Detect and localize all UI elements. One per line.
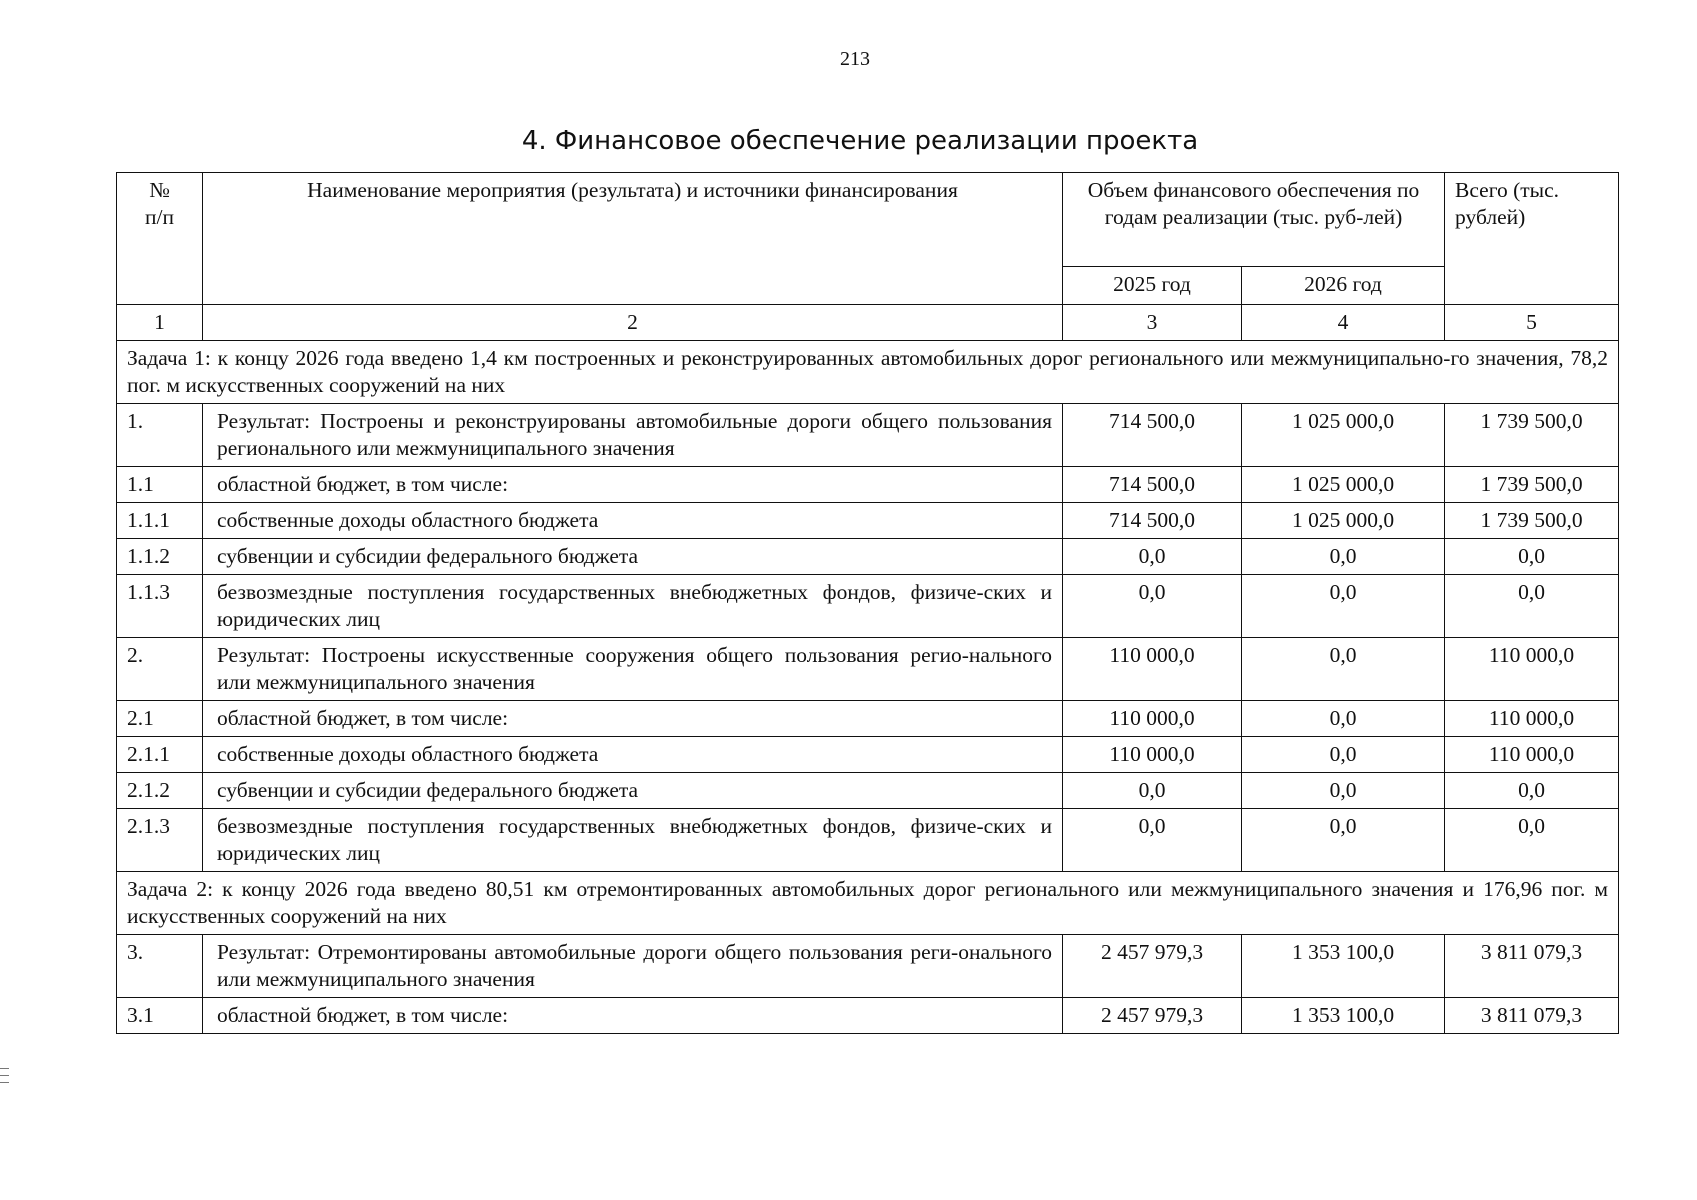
value-total: 110 000,0 xyxy=(1445,737,1619,773)
value-2026: 1 025 000,0 xyxy=(1242,404,1445,467)
value-total: 110 000,0 xyxy=(1445,701,1619,737)
value-total: 1 739 500,0 xyxy=(1445,503,1619,539)
table-row xyxy=(117,935,1619,998)
value-total: 1 739 500,0 xyxy=(1445,467,1619,503)
table-row xyxy=(117,809,1619,872)
header-num: № п/п xyxy=(117,173,203,305)
value-2026: 1 353 100,0 xyxy=(1242,998,1445,1034)
row-number: 3.1 xyxy=(117,998,203,1034)
row-name: областной бюджет, в том числе: xyxy=(203,998,1063,1034)
row-name: субвенции и субсидии федерального бюджета xyxy=(203,539,1063,575)
header-total: Всего (тыс. рублей) xyxy=(1445,173,1619,305)
row-number: 2. xyxy=(117,638,203,701)
value-2025: 2 457 979,3 xyxy=(1063,998,1242,1034)
table-row xyxy=(117,404,1619,467)
row-name: областной бюджет, в том числе: xyxy=(203,701,1063,737)
header-year-2025: 2025 год xyxy=(1063,267,1242,305)
row-number: 2.1 xyxy=(117,701,203,737)
value-2026: 0,0 xyxy=(1242,737,1445,773)
value-2025: 714 500,0 xyxy=(1063,404,1242,467)
row-name: безвозмездные поступления государственных внебюджетных фондов, физиче-ских и юридических лиц xyxy=(203,575,1063,638)
colnum-3: 3 xyxy=(1063,305,1242,341)
task-row xyxy=(117,341,1619,404)
row-number: 1.1 xyxy=(117,467,203,503)
value-2025: 0,0 xyxy=(1063,539,1242,575)
value-total: 3 811 079,3 xyxy=(1445,998,1619,1034)
value-total: 110 000,0 xyxy=(1445,638,1619,701)
table-row xyxy=(117,503,1619,539)
value-2025: 110 000,0 xyxy=(1063,737,1242,773)
header-name: Наименование мероприятия (результата) и источники финансирования xyxy=(203,173,1063,305)
value-2025: 2 457 979,3 xyxy=(1063,935,1242,998)
row-name: субвенции и субсидии федерального бюджета xyxy=(203,773,1063,809)
value-2025: 714 500,0 xyxy=(1063,467,1242,503)
table-row xyxy=(117,467,1619,503)
colnum-1: 1 xyxy=(117,305,203,341)
table-body xyxy=(117,341,1619,1034)
page-number: 213 xyxy=(840,48,870,70)
task-row xyxy=(117,872,1619,935)
row-number: 2.1.2 xyxy=(117,773,203,809)
row-name: Результат: Отремонтированы автомобильные дороги общего пользования реги-онального или межмуниципального значения xyxy=(203,935,1063,998)
value-2025: 0,0 xyxy=(1063,575,1242,638)
table-row xyxy=(117,638,1619,701)
task-text: Задача 1: к концу 2026 года введено 1,4 км построенных и реконструированных автомобильных дорог регионального или межмуниципально-го значения, 78,2 пог. м искусственных сооружений на них xyxy=(117,341,1619,404)
value-2026: 0,0 xyxy=(1242,575,1445,638)
table-row xyxy=(117,575,1619,638)
row-number: 1. xyxy=(117,404,203,467)
value-2025: 110 000,0 xyxy=(1063,701,1242,737)
financing-table xyxy=(116,172,1619,1034)
value-total: 3 811 079,3 xyxy=(1445,935,1619,998)
value-2026: 0,0 xyxy=(1242,539,1445,575)
value-2026: 1 353 100,0 xyxy=(1242,935,1445,998)
row-name: безвозмездные поступления государственных внебюджетных фондов, физиче-ских и юридических лиц xyxy=(203,809,1063,872)
value-2025: 0,0 xyxy=(1063,773,1242,809)
table-row xyxy=(117,701,1619,737)
table-header xyxy=(117,173,1619,341)
table-row xyxy=(117,539,1619,575)
value-2026: 1 025 000,0 xyxy=(1242,467,1445,503)
value-total: 0,0 xyxy=(1445,539,1619,575)
value-2025: 714 500,0 xyxy=(1063,503,1242,539)
value-2025: 110 000,0 xyxy=(1063,638,1242,701)
value-total: 0,0 xyxy=(1445,809,1619,872)
task-text: Задача 2: к концу 2026 года введено 80,51 км отремонтированных автомобильных дорог регионального или межмуниципального значения и 176,96 пог. м искусственных сооружений на них xyxy=(117,872,1619,935)
colnum-5: 5 xyxy=(1445,305,1619,341)
row-number: 1.1.3 xyxy=(117,575,203,638)
row-name: Результат: Построены искусственные сооружения общего пользования регио-нального или межмуниципального значения xyxy=(203,638,1063,701)
row-number: 2.1.1 xyxy=(117,737,203,773)
row-name: собственные доходы областного бюджета xyxy=(203,737,1063,773)
value-2026: 0,0 xyxy=(1242,773,1445,809)
table-row xyxy=(117,998,1619,1034)
row-number: 3. xyxy=(117,935,203,998)
row-number: 1.1.2 xyxy=(117,539,203,575)
row-name: областной бюджет, в том числе: xyxy=(203,467,1063,503)
value-2026: 0,0 xyxy=(1242,701,1445,737)
colnum-4: 4 xyxy=(1242,305,1445,341)
value-total: 1 739 500,0 xyxy=(1445,404,1619,467)
table-row xyxy=(117,773,1619,809)
row-name: Результат: Построены и реконструированы автомобильные дороги общего пользования регионального или межмуниципального значения xyxy=(203,404,1063,467)
row-number: 2.1.3 xyxy=(117,809,203,872)
table-row xyxy=(117,737,1619,773)
value-2026: 0,0 xyxy=(1242,638,1445,701)
header-year-2026: 2026 год xyxy=(1242,267,1445,305)
row-number: 1.1.1 xyxy=(117,503,203,539)
value-2026: 1 025 000,0 xyxy=(1242,503,1445,539)
scan-edge-marks xyxy=(0,1068,10,1090)
value-total: 0,0 xyxy=(1445,575,1619,638)
section-title: 4. Финансовое обеспечение реализации проекта xyxy=(521,126,1199,156)
colnum-2: 2 xyxy=(203,305,1063,341)
header-volume: Объем финансового обеспечения по годам реализации (тыс. руб-лей) xyxy=(1063,173,1445,267)
value-2025: 0,0 xyxy=(1063,809,1242,872)
value-total: 0,0 xyxy=(1445,773,1619,809)
value-2026: 0,0 xyxy=(1242,809,1445,872)
row-name: собственные доходы областного бюджета xyxy=(203,503,1063,539)
